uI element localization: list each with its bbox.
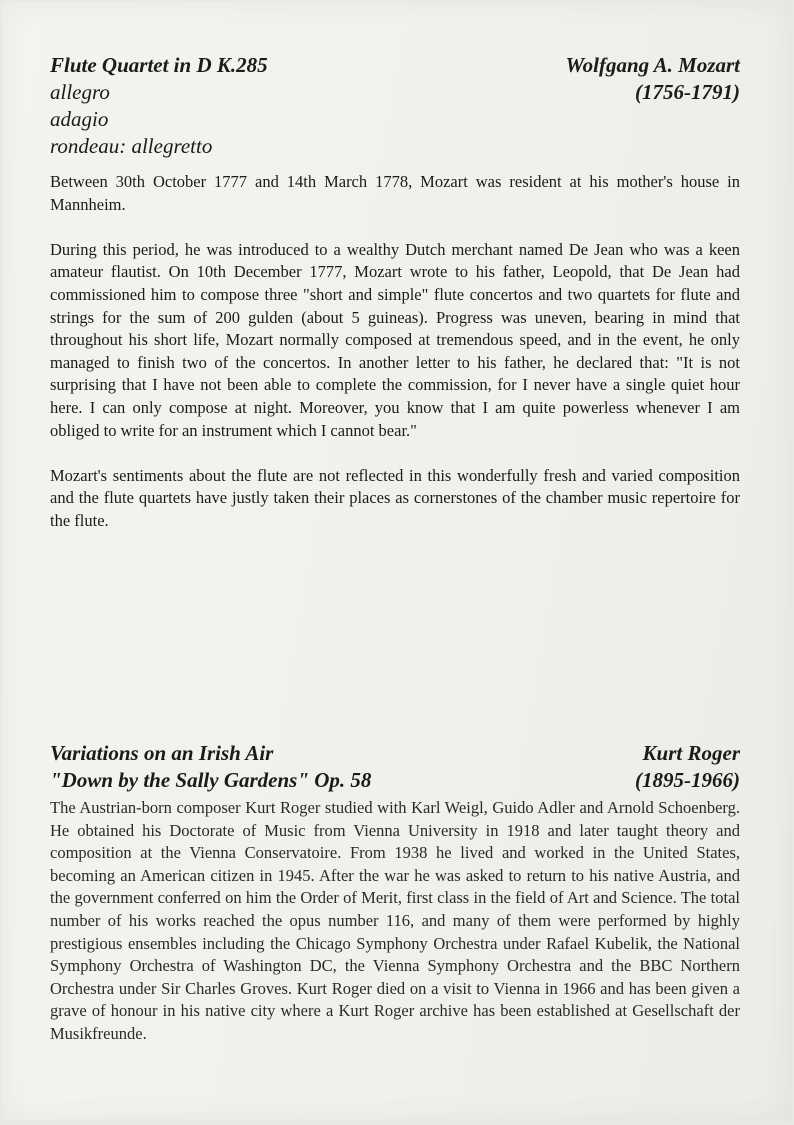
mozart-composer xyxy=(566,52,740,160)
mozart-work xyxy=(50,52,268,160)
roger-work xyxy=(50,740,371,794)
mozart-section xyxy=(50,52,740,533)
roger-notes xyxy=(50,797,740,1046)
roger-composer xyxy=(635,740,740,794)
mozart-heading xyxy=(50,52,740,160)
roger-heading xyxy=(50,740,740,794)
roger-work-subtitle: "Down by the Sally Gardens" Op. 58 xyxy=(50,768,372,792)
mozart-composer-name: Wolfgang A. Mozart xyxy=(565,53,740,77)
mozart-movement-list xyxy=(50,79,268,160)
roger-work-title: Variations on an Irish Air xyxy=(50,741,274,765)
roger-composer-name: Kurt Roger xyxy=(642,741,740,765)
mozart-paragraph-1: Between 30th October 1777 and 14th March 1778, Mozart was resident at his mother's house in Mannheim. xyxy=(50,172,740,214)
roger-section xyxy=(50,740,740,1046)
mozart-movement: allegro xyxy=(50,80,110,104)
roger-composer-dates: (1895-1966) xyxy=(635,768,740,792)
mozart-composer-dates: (1756-1791) xyxy=(635,80,740,104)
mozart-paragraph-3: Mozart's sentiments about the flute are not reflected in this wonderfully fresh and varied composition and the flute quartets have justly taken their places as cornerstones of the chamber music repertoire for the flute. xyxy=(50,465,740,530)
roger-paragraph-1: The Austrian-born composer Kurt Roger studied with Karl Weigl, Guido Adler and Arnold Schoenberg. He obtained his Doctorate of Music from Vienna University in 1918 and later taught theory and composition at the Vienna Conservatoire. From 1938 he lived and worked in the United States, becoming an American citizen in 1945. After the war he was asked to return to his native Austria, and the government conferred on him the Order of Merit, first class in the field of Art and Science. The total number of his works reached the opus number 116, and many of them were performed by highly prestigious ensembles including the Chicago Symphony Orchestra under Rafael Kubelik, the National Symphony Orchestra of Washington DC, the Vienna Symphony Orchestra and the BBC Northern Orchestra under Sir Charles Groves. Kurt Roger died on a visit to Vienna in 1966 and has been given a grave of honour in his native city where a Kurt Roger archive has been established at Gesellschaft der Musikfreunde. xyxy=(50,798,740,1043)
mozart-movement: adagio xyxy=(50,107,109,131)
mozart-paragraph-2: During this period, he was introduced to a wealthy Dutch merchant named De Jean who was a keen amateur flautist. On 10th December 1777, Mozart wrote to his father, Leopold, that De Jean had commissioned him to compose three "short and simple" flute concertos and two quartets for flute and strings for the sum of 200 gulden (about 5 guineas). Progress was uneven, bearing in mind that throughout his short life, Mozart normally composed at tremendous speed, and in the event, he only managed to finish two of the concertos. In another letter to his father, he declared that: "It is not surprising that I have not been able to complete the commission, for I never have a single quiet hour here. I can only compose at night. Moreover, you know that I am quite powerless whenever I am obliged to write for an instrument which I cannot bear." xyxy=(50,239,740,440)
mozart-movement: rondeau: allegretto xyxy=(50,134,213,158)
programme-page xyxy=(2,2,792,1121)
mozart-work-title: Flute Quartet in D K.285 xyxy=(50,53,268,77)
mozart-notes xyxy=(50,171,740,533)
